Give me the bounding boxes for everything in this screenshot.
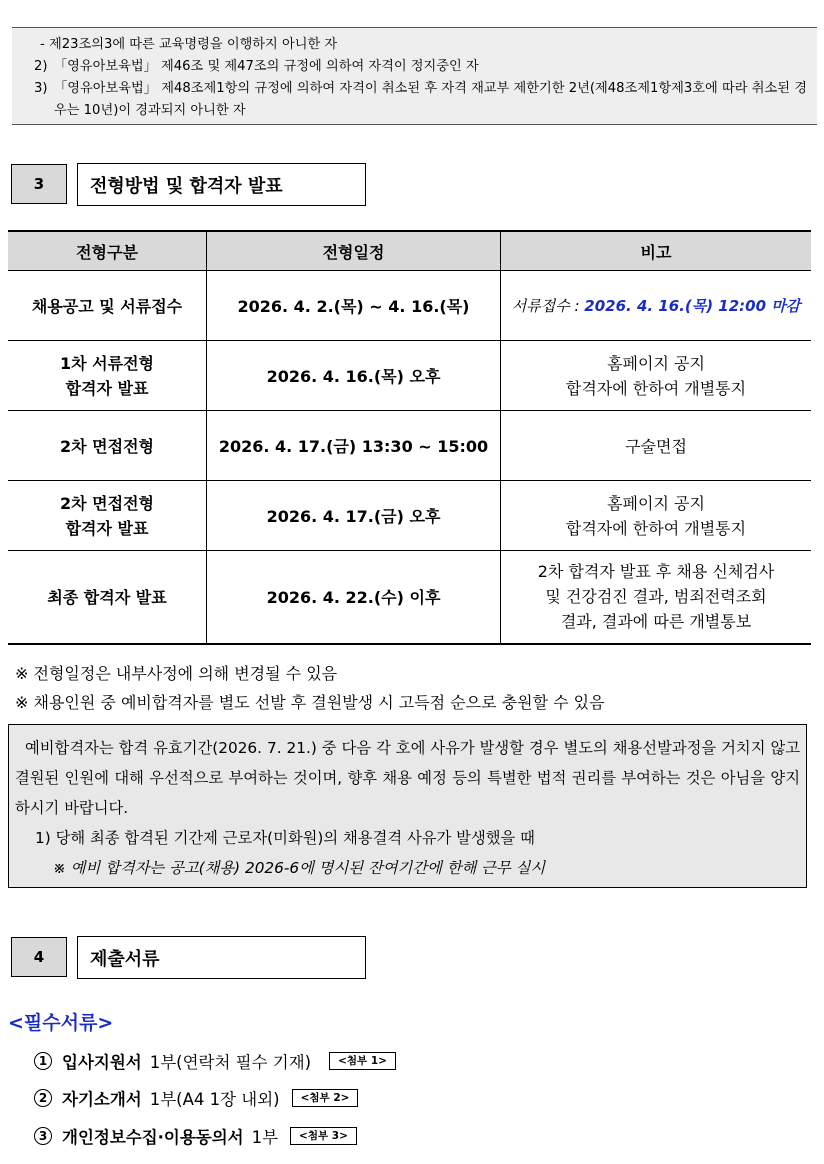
table-row bbox=[8, 271, 811, 341]
reserve-paragraph: 예비합격자는 합격 유효기간(2026. 7. 21.) 중 다음 각 호에 사유가 발생할 경우 별도의 채용선발과정을 거치지 않고 결원된 인원에 대해 우선적으로 부여하는 것이며, 향후 채용 예정 등의 특별한 법적 권리를 부여하는 것은 아님을 양지하시기 바랍니다. bbox=[15, 739, 800, 817]
stage-line: 1차 서류전형 bbox=[60, 353, 154, 373]
list-item bbox=[34, 1049, 396, 1073]
table-row bbox=[8, 341, 811, 411]
note-item-2-text: 「영유아보육법」 제46조 및 제47조의 규정에 의하여 자격이 정지중인 자 bbox=[54, 59, 479, 74]
note-cell: 구술면접 bbox=[501, 411, 812, 481]
date-cell: 2026. 4. 17.(금) 13:30 ~ 15:00 bbox=[207, 411, 501, 481]
note-line: 결과, 결과에 따른 개별통보 bbox=[560, 612, 752, 632]
note-item-3 bbox=[34, 78, 807, 122]
note-line: 홈페이지 공지 bbox=[607, 493, 705, 513]
date-cell: 2026. 4. 17.(금) 오후 bbox=[207, 481, 501, 551]
document-detail: 1부(연락처 필수 기재) bbox=[149, 1053, 312, 1072]
header-note: 비고 bbox=[501, 231, 812, 271]
stage-cell bbox=[8, 481, 207, 551]
list-item bbox=[34, 1086, 358, 1110]
document-name: 개인정보수집·이용동의서 bbox=[62, 1128, 244, 1147]
table-row bbox=[8, 551, 811, 644]
note-cell bbox=[501, 481, 812, 551]
note-item-3-number: 3) bbox=[34, 81, 48, 96]
document-name: 입사지원서 bbox=[62, 1053, 142, 1072]
stage-line: 2차 면접전형 bbox=[60, 493, 154, 513]
reserve-note: ※ 예비 합격자는 공고(채용) 2026-6에 명시된 잔여기간에 한해 근무 실시 bbox=[53, 859, 546, 877]
reserve-item-1: 1) 당해 최종 합격된 기간제 근로자(미화원)의 채용결격 사유가 발생했을 때 bbox=[35, 829, 535, 847]
required-documents-title: <필수서류> bbox=[8, 1012, 114, 1034]
note-cell bbox=[501, 341, 812, 411]
note-line: 합격자에 한하여 개별통지 bbox=[565, 378, 747, 398]
section-3-title: 전형방법 및 합격자 발표 bbox=[77, 163, 366, 206]
schedule-table bbox=[8, 230, 811, 645]
stage-cell: 최종 합격자 발표 bbox=[8, 551, 207, 644]
document-detail: 1부 bbox=[251, 1128, 279, 1147]
disqualification-notes-box bbox=[12, 27, 817, 125]
attachment-tag: <첨부 3> bbox=[290, 1127, 357, 1145]
note-item-2-number: 2) bbox=[34, 59, 48, 74]
section-3-number: 3 bbox=[11, 164, 67, 204]
table-row bbox=[8, 411, 811, 481]
stage-cell bbox=[8, 341, 207, 411]
reserve-selection-note: ※ 채용인원 중 예비합격자를 별도 선발 후 결원발생 시 고득점 순으로 충원할 수 있음 bbox=[15, 693, 605, 712]
note-line: 홈페이지 공지 bbox=[607, 353, 705, 373]
note-line: 및 건강검진 결과, 범죄전력조회 bbox=[545, 587, 767, 607]
section-4-number: 4 bbox=[11, 937, 67, 977]
stage-line: 합격자 발표 bbox=[65, 518, 149, 538]
schedule-header-row bbox=[8, 231, 811, 271]
stage-line: 합격자 발표 bbox=[65, 378, 149, 398]
note-item-3-text: 「영유아보육법」 제48조제1항의 규정에 의하여 자격이 취소된 후 자격 재교부 제한기한 2년(제48조제1항제3호에 따라 취소된 경우는 10년)이 경과되지 아니한 자 bbox=[54, 81, 807, 118]
date-cell: 2026. 4. 2.(목) ~ 4. 16.(목) bbox=[207, 271, 501, 341]
document-detail: 1부(A4 1장 내외) bbox=[149, 1090, 280, 1109]
stage-cell: 채용공고 및 서류접수 bbox=[8, 271, 207, 341]
circled-number: 1 bbox=[34, 1052, 52, 1070]
note-item-2 bbox=[34, 56, 807, 78]
circled-number: 3 bbox=[34, 1127, 52, 1145]
attachment-tag: <첨부 1> bbox=[329, 1052, 396, 1070]
note-cell bbox=[501, 271, 812, 341]
header-date: 전형일정 bbox=[207, 231, 501, 271]
circled-number: 2 bbox=[34, 1089, 52, 1107]
note-cell bbox=[501, 551, 812, 644]
reserve-candidate-box bbox=[8, 724, 807, 888]
section-4-title: 제출서류 bbox=[77, 936, 366, 979]
table-row bbox=[8, 481, 811, 551]
note-prefix: 서류접수 : bbox=[511, 297, 585, 315]
schedule-change-note: ※ 전형일정은 내부사정에 의해 변경될 수 있음 bbox=[15, 664, 338, 683]
date-cell: 2026. 4. 16.(목) 오후 bbox=[207, 341, 501, 411]
stage-cell: 2차 면접전형 bbox=[8, 411, 207, 481]
attachment-tag: <첨부 2> bbox=[292, 1089, 359, 1107]
deadline-highlight: 2026. 4. 16.(목) 12:00 마감 bbox=[584, 297, 801, 315]
list-item bbox=[34, 1124, 357, 1148]
document-name: 자기소개서 bbox=[62, 1090, 142, 1109]
header-stage: 전형구분 bbox=[8, 231, 207, 271]
date-cell: 2026. 4. 22.(수) 이후 bbox=[207, 551, 501, 644]
note-line-1: - 제23조의3에 따른 교육명령을 이행하지 아니한 자 bbox=[40, 37, 338, 52]
note-line: 합격자에 한하여 개별통지 bbox=[565, 518, 747, 538]
note-line: 2차 합격자 발표 후 채용 신체검사 bbox=[537, 562, 775, 582]
